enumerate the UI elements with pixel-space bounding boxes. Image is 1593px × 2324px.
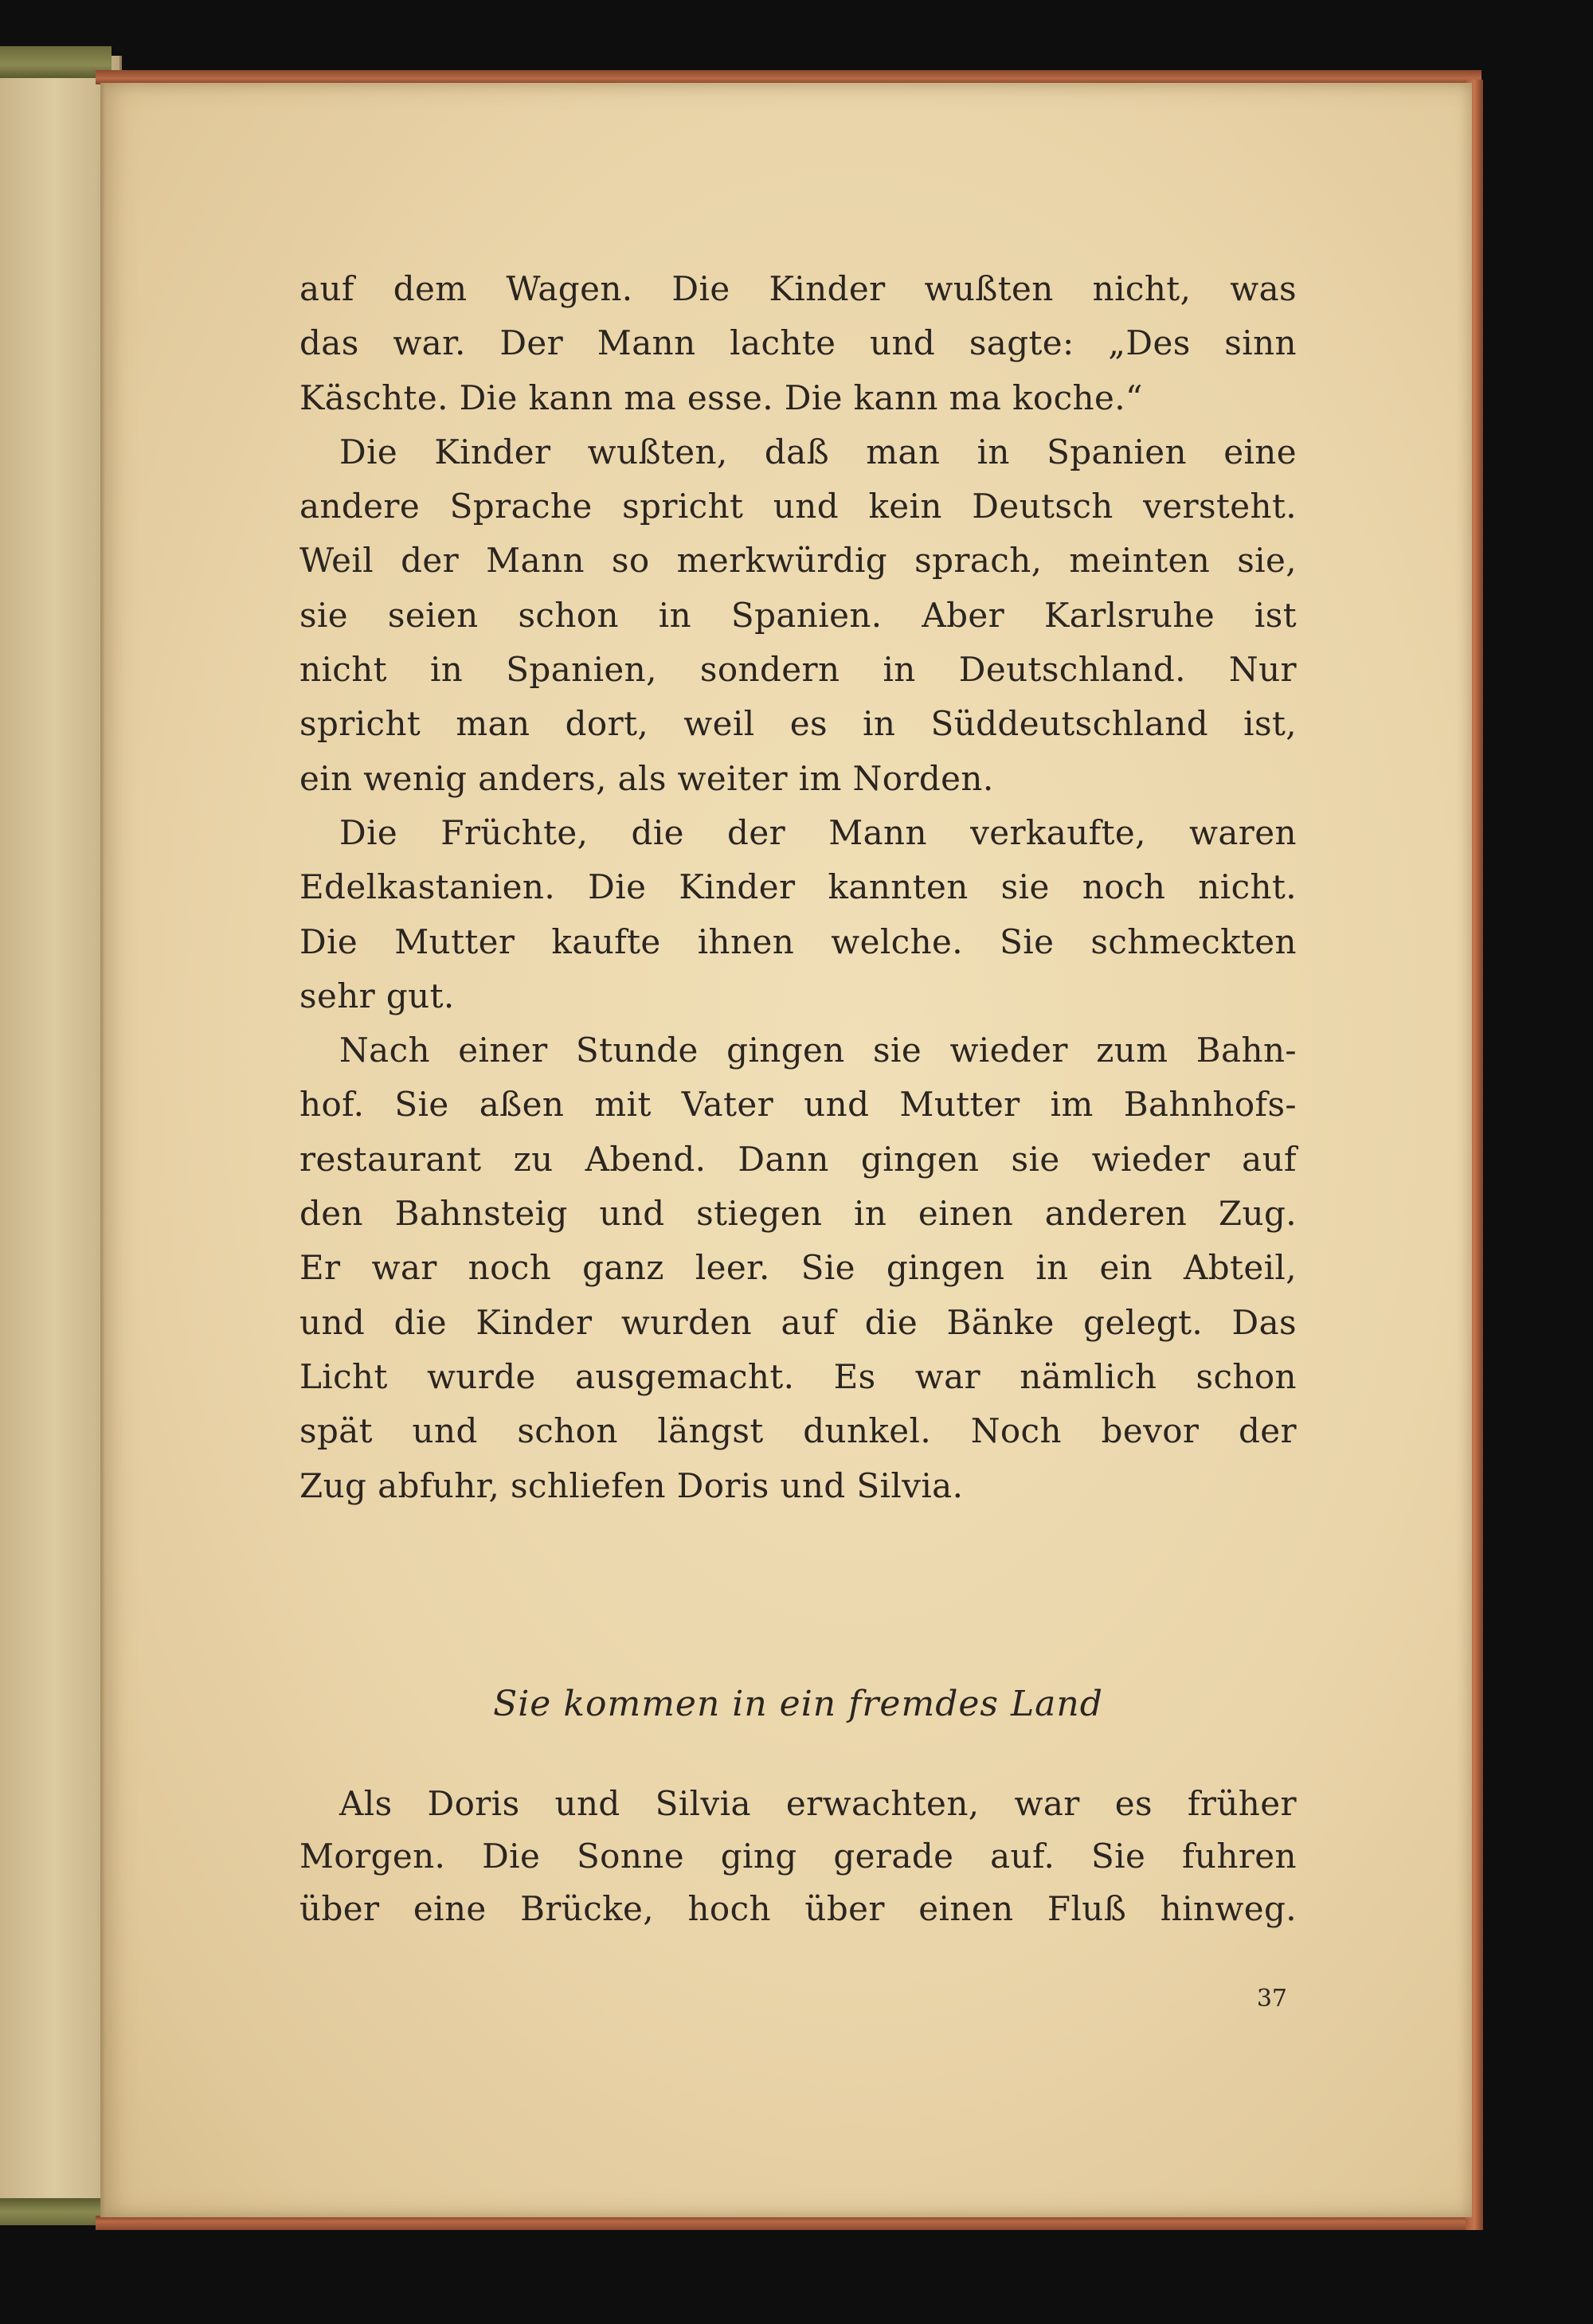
text-line: Licht wurde ausgemacht. Es war nämlich schon — [299, 1356, 1297, 1396]
text-line: restaurant zu Abend. Dann gingen sie wieder auf — [299, 1139, 1297, 1179]
text-line: sehr gut. — [299, 976, 455, 1015]
text-line: auf dem Wagen. Die Kinder wußten nicht, was — [299, 269, 1297, 308]
text-line: nicht in Spanien, sondern in Deutschland. Nur — [299, 650, 1297, 690]
section-heading: Sie kommen in ein fremdes Land — [493, 1684, 1103, 1724]
book-page — [100, 83, 1472, 2217]
text-line: spät und schon längst dunkel. Noch bevor der — [299, 1411, 1297, 1451]
text-line: spricht man dort, weil es in Süddeutschland ist, — [299, 704, 1297, 744]
text-line: Edelkastanien. Die Kinder kannten sie noch nicht. — [299, 867, 1297, 907]
text-line: Morgen. Die Sonne ging gerade auf. Sie fuhren — [299, 1837, 1297, 1876]
text-line: Als Doris und Silvia erwachten, war es früher — [339, 1784, 1297, 1823]
text-line: Zug abfuhr, schliefen Doris und Silvia. — [299, 1465, 964, 1505]
text-line: hof. Sie aßen mit Vater und Mutter im Bahnhofs- — [299, 1085, 1297, 1125]
page-gutter — [100, 83, 105, 2217]
text-line: ein wenig anders, als weiter im Norden. — [299, 758, 994, 798]
text-line: Die Kinder wußten, daß man in Spanien eine — [339, 432, 1297, 471]
text-line: sie seien schon in Spanien. Aber Karlsruhe ist — [299, 595, 1297, 635]
text-line: das war. Der Mann lachte und sagte: „Des sinn — [299, 323, 1297, 363]
text-line: Er war noch ganz leer. Sie gingen in ein Abteil, — [299, 1248, 1297, 1288]
text-line: Die Früchte, die der Mann verkaufte, waren — [339, 812, 1297, 852]
text-line: Käschte. Die kann ma esse. Die kann ma koche.“ — [299, 378, 1143, 417]
text-line: und die Kinder wurden auf die Bänke gelegt. Das — [299, 1302, 1297, 1342]
page-number: 37 — [1256, 1985, 1287, 2013]
text-line: Nach einer Stunde gingen sie wieder zum Bahn- — [339, 1031, 1297, 1070]
text-line: über eine Brücke, hoch über einen Fluß hinweg. — [299, 1889, 1297, 1928]
text-line: Die Mutter kaufte ihnen welche. Sie schmeckten — [299, 921, 1297, 961]
body-text-top — [299, 262, 1297, 1513]
body-text-bottom — [299, 1778, 1297, 1935]
text-line: andere Sprache spricht und kein Deutsch versteht. — [299, 487, 1297, 526]
text-line: den Bahnsteig und stiegen in einen anderen Zug. — [299, 1194, 1297, 1234]
spine-cloth-top — [0, 46, 112, 78]
text-line: Weil der Mann so merkwürdig sprach, meinten sie, — [299, 541, 1297, 581]
cover-board-bottom — [96, 2216, 1481, 2230]
